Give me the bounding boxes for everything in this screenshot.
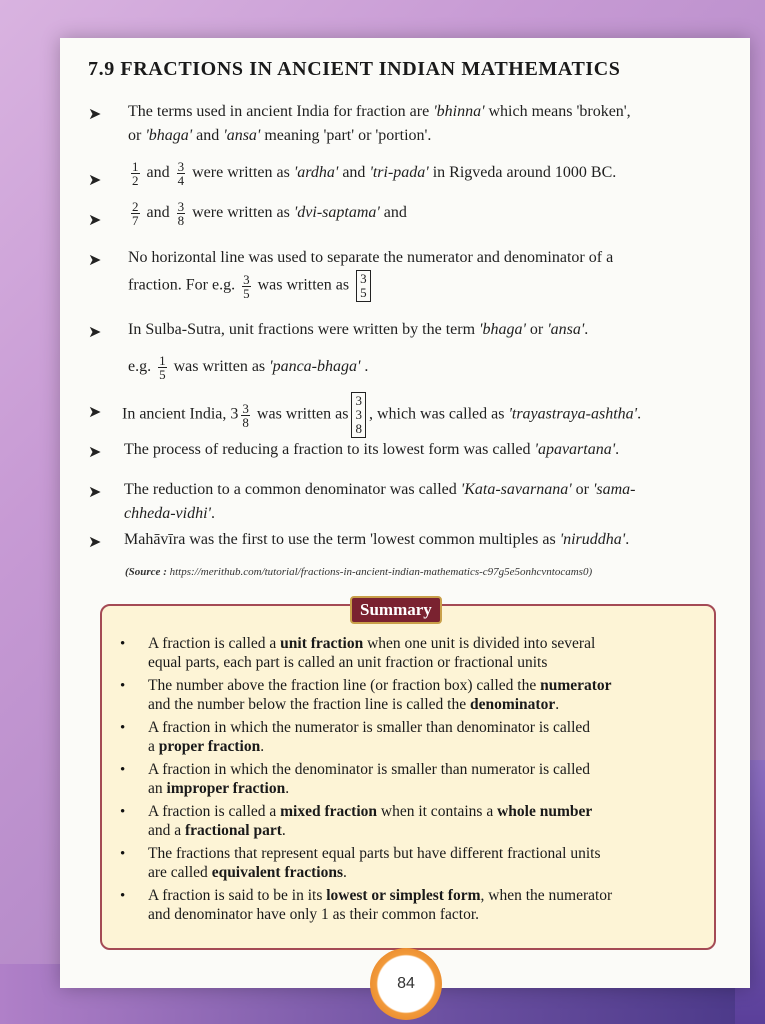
bullet-dot-icon: •: [120, 636, 126, 652]
fraction: $\frac{3}{5}$: [243, 271, 250, 301]
summary-label: Summary: [350, 596, 442, 624]
page-number: 84: [397, 975, 415, 992]
summary-item-unit-fraction: A fraction is called a unit fraction when one unit is divided into several equal parts, each part is called an unit fraction or fractional units: [148, 635, 596, 671]
bullet-dot-icon: •: [120, 762, 126, 778]
bullet-dot-icon: •: [120, 888, 126, 904]
summary-item-lowest-form: A fraction is said to be in its lowest or simplest form, when the numerator and denominator have only 1 as their common factor.: [148, 887, 613, 923]
bullet-icon: ➤: [88, 212, 102, 229]
summary-item-equivalent: The fractions that represent equal parts but have different fractional units are called equivalent fractions.: [148, 845, 601, 881]
fraction: $\frac{1}{5}$: [159, 353, 166, 382]
bullet-icon: ➤: [88, 534, 102, 551]
item-mahavira: Mahāvīra was the first to use the term 'lowest common multiples as 'niruddha'.: [124, 531, 630, 548]
summary-item-proper: A fraction in which the numerator is smaller than denominator is called a proper fraction.: [148, 719, 591, 755]
fraction: $\frac{3}{8}$: [177, 199, 185, 228]
fraction: $\frac{1}{2}$: [132, 159, 139, 188]
bullet-dot-icon: •: [120, 846, 126, 862]
bullet-icon: ➤: [88, 324, 102, 341]
bullet-icon: ➤: [88, 106, 102, 123]
item-ardha: $\frac{1}{2}$ and $\frac{3}{4}$ were written as 'ardha' and 'tri-pada' in Rigveda around 1000 BC.: [132, 159, 617, 188]
bullet-dot-icon: •: [120, 720, 126, 736]
item-sulba-example: e.g. $\frac{1}{5}$ was written as 'panca-bhaga' .: [128, 353, 369, 382]
bullet-dot-icon: •: [120, 678, 126, 694]
item-sulba-sutra: In Sulba-Sutra, unit fractions were written by the term 'bhaga' or 'ansa'.: [128, 321, 589, 338]
bullet-icon: ➤: [88, 172, 102, 189]
bullet-dot-icon: •: [120, 804, 126, 820]
section-title: 7.9 FRACTIONS IN ANCIENT INDIAN MATHEMATICS: [88, 58, 621, 80]
summary-item-mixed: A fraction is called a mixed fraction when it contains a whole number and a fractional part.: [148, 803, 593, 839]
item-dvi-saptama: $\frac{2}{7}$ and $\frac{3}{8}$ were written as 'dvi-saptama' and: [132, 199, 407, 228]
fraction-box: 3 3 8: [351, 392, 366, 438]
item-no-line: No horizontal line was used to separate the numerator and denominator of a fraction. For e.g. $\frac{3}{5}$ was written as 3 5: [128, 249, 614, 301]
item-mixed-ancient: In ancient India, 3 $\frac{3}{8}$ was written as 3 3 8 , which was called as 'trayastraya-ashtha'.: [122, 393, 642, 436]
item-terms: The terms used in ancient India for fraction are 'bhinna' which means 'broken', or 'bhaga' and 'ansa' meaning 'part' or 'portion'.: [128, 103, 631, 144]
fraction: $\frac{3}{4}$: [177, 159, 185, 188]
summary-item-numerator: The number above the fraction line (or fraction box) called the numerator and the number below the fraction line is called the denominator.: [148, 677, 612, 713]
item-common-denominator: The reduction to a common denominator was called 'Kata-savarnana' or 'sama- chheda-vidhi'.: [124, 481, 636, 522]
source-citation: (Source : https://merithub.com/tutorial/fractions-in-ancient-indian-mathematics-c97g5e5onhcvntocams0): [125, 566, 593, 578]
page-number-badge: [370, 948, 442, 1020]
fraction-box: 3 5: [356, 270, 371, 302]
item-apavartana: The process of reducing a fraction to its lowest form was called 'apavartana'.: [124, 441, 620, 458]
fraction: $\frac{2}{7}$: [132, 199, 139, 228]
summary-item-improper: A fraction in which the denominator is smaller than numerator is called an improper fraction.: [148, 761, 591, 797]
bullet-icon: ➤: [88, 444, 102, 461]
bullet-icon: ➤: [88, 404, 102, 421]
bullet-icon: ➤: [88, 484, 102, 501]
bullet-icon: ➤: [88, 252, 102, 269]
fraction: $\frac{3}{8}$: [242, 400, 249, 430]
